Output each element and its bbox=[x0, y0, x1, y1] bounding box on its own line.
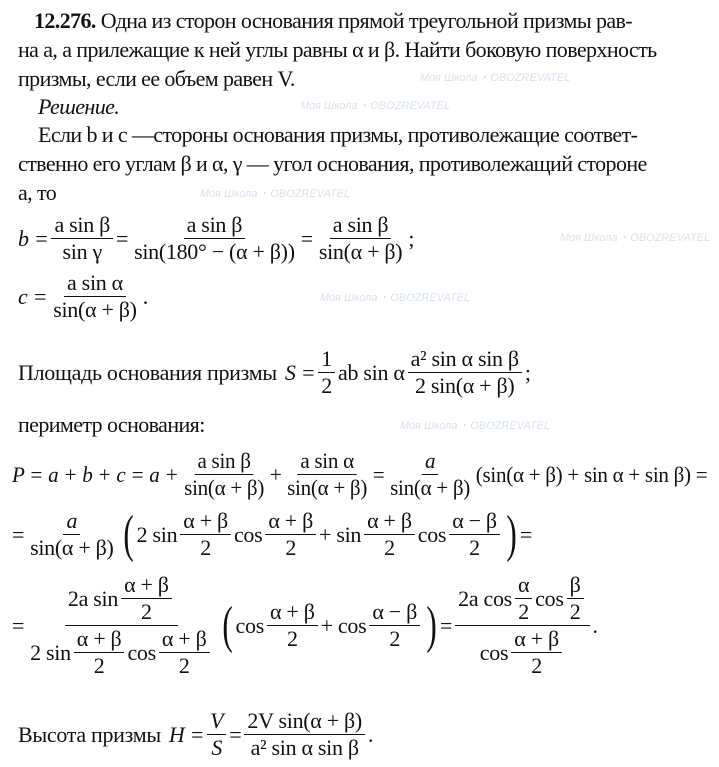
fraction bbox=[180, 508, 231, 561]
formula-text: cos bbox=[417, 521, 447, 547]
solution-line-1: Если b и c —стороны основания призмы, противолежащие соответ- bbox=[38, 122, 638, 147]
denominator: 2 bbox=[286, 626, 298, 651]
fraction bbox=[369, 599, 420, 652]
fraction bbox=[265, 508, 316, 561]
solution-label: Решение. bbox=[38, 94, 120, 119]
formula-text: (sin(α + β) + sin α + sin β) = bbox=[475, 461, 708, 487]
paren: ( bbox=[122, 505, 134, 563]
numerator: α + β bbox=[267, 599, 318, 626]
numerator: V bbox=[207, 708, 226, 735]
fraction bbox=[131, 212, 298, 265]
formula-text: = bbox=[12, 612, 25, 638]
numerator: α + β bbox=[159, 626, 210, 653]
perimeter-label: периметр основания: bbox=[18, 412, 205, 437]
denominator bbox=[27, 626, 215, 679]
fraction bbox=[316, 212, 405, 265]
denominator: 2 bbox=[384, 535, 395, 560]
fraction bbox=[121, 572, 172, 625]
fraction bbox=[449, 508, 500, 561]
denominator: 2 bbox=[178, 653, 190, 678]
numerator: α − β bbox=[449, 508, 500, 535]
formula-text: ; bbox=[524, 359, 531, 385]
formula-text: = bbox=[12, 521, 25, 547]
formula-text: cos bbox=[127, 639, 156, 665]
denominator: sin(α + β) bbox=[30, 535, 114, 560]
problem-line-1 bbox=[34, 8, 632, 34]
denominator: sin(α + β) bbox=[318, 239, 403, 264]
watermark: Моя Школа ◔ OBOZREVATEL bbox=[200, 188, 351, 200]
denominator: 2 bbox=[469, 535, 480, 560]
formula-text: 2 sin bbox=[136, 521, 178, 547]
formula-text: cos bbox=[233, 521, 263, 547]
denominator: sin(α + β) bbox=[184, 475, 265, 500]
paren: ) bbox=[506, 505, 517, 563]
formula-text: + bbox=[269, 461, 282, 487]
fraction bbox=[244, 708, 365, 761]
numerator: a sin α bbox=[297, 448, 356, 475]
numerator: α + β bbox=[180, 508, 231, 535]
denominator: S bbox=[211, 735, 223, 760]
problem-text: Одна из сторон основания прямой треугольной призмы рав- bbox=[100, 8, 633, 33]
fraction bbox=[27, 508, 116, 561]
denominator: 2 bbox=[321, 373, 332, 398]
formula-c bbox=[18, 270, 148, 323]
fraction bbox=[267, 599, 318, 652]
fraction bbox=[74, 626, 125, 679]
numerator: α + β bbox=[364, 508, 415, 535]
numerator: α + β bbox=[265, 508, 316, 535]
fraction bbox=[455, 572, 589, 679]
formula-text: = bbox=[300, 225, 313, 251]
denominator: 2 bbox=[531, 653, 542, 678]
numerator: β bbox=[567, 572, 584, 599]
formula-text: + sin bbox=[319, 521, 362, 547]
formula-text: ; bbox=[408, 225, 415, 251]
problem-line-3: призмы, если ее объем равен V. bbox=[18, 66, 295, 91]
formula-text: c = bbox=[18, 283, 48, 309]
formula-b bbox=[18, 212, 414, 265]
formula-text: = bbox=[116, 225, 129, 251]
numerator: a² sin α sin β bbox=[408, 346, 522, 373]
denominator: 2 bbox=[285, 535, 297, 560]
denominator: sin(α + β) bbox=[287, 475, 368, 500]
formula-text: + cos bbox=[320, 612, 367, 638]
numerator: α bbox=[515, 572, 532, 599]
formula-text: . bbox=[367, 721, 374, 747]
formula-text: . bbox=[592, 612, 598, 638]
formula-text: 2 sin bbox=[30, 639, 71, 665]
numerator: a bbox=[422, 448, 438, 475]
formula-text: cos bbox=[535, 585, 564, 611]
formula-text: P = a + b + c = a + bbox=[12, 461, 179, 487]
fraction bbox=[567, 572, 584, 625]
denominator: sin(180° − (α + β)) bbox=[134, 239, 295, 264]
numerator: 2V sin(α + β) bbox=[244, 708, 365, 735]
formula-text: H = bbox=[168, 721, 205, 747]
formula-text: = bbox=[372, 461, 385, 487]
fraction bbox=[159, 626, 210, 679]
numerator: a sin β bbox=[184, 212, 246, 239]
fraction bbox=[207, 708, 226, 761]
numerator: α + β bbox=[511, 626, 562, 653]
numerator: a sin α bbox=[64, 270, 126, 297]
formula-area bbox=[18, 346, 531, 399]
formula-label: Высота призмы bbox=[18, 721, 161, 747]
fraction bbox=[408, 346, 522, 399]
denominator: 2 bbox=[141, 599, 152, 624]
numerator: a sin β bbox=[195, 448, 254, 475]
problem-number: 12.276. bbox=[34, 8, 96, 33]
fraction bbox=[50, 270, 139, 323]
denominator: 2 bbox=[93, 653, 105, 678]
formula-text: = bbox=[519, 521, 532, 547]
numerator: α − β bbox=[369, 599, 420, 626]
watermark: Моя Школа ◔ OBOZREVATEL bbox=[400, 420, 551, 432]
fraction bbox=[387, 448, 473, 501]
formula-text: = bbox=[440, 612, 453, 638]
fraction bbox=[27, 572, 215, 679]
formula-label: Площадь основания призмы bbox=[18, 359, 277, 385]
numerator: a sin β bbox=[330, 212, 392, 239]
solution-line-3: a, то bbox=[18, 180, 57, 205]
numerator: α + β bbox=[74, 626, 125, 653]
formula-text: 2a cos bbox=[458, 585, 512, 611]
denominator: sin(α + β) bbox=[390, 475, 471, 500]
watermark: Моя Школа ◔ OBOZREVATEL bbox=[300, 100, 451, 112]
paren: ) bbox=[426, 596, 437, 654]
watermark: Моя Школа ◔ OBOZREVATEL bbox=[320, 292, 471, 304]
denominator: 2 bbox=[200, 535, 211, 560]
formula-text: b = bbox=[18, 225, 49, 251]
watermark: Моя Школа ◔ OBOZREVATEL bbox=[420, 72, 571, 84]
formula-perimeter-1 bbox=[12, 448, 707, 501]
paren: ( bbox=[221, 596, 233, 654]
fraction bbox=[51, 212, 113, 265]
denominator: 2 bbox=[569, 599, 581, 624]
fraction bbox=[181, 448, 267, 501]
numerator: a sin β bbox=[51, 212, 113, 239]
formula-text: S = bbox=[284, 359, 316, 385]
fraction bbox=[511, 626, 562, 679]
fraction bbox=[318, 346, 335, 399]
denominator: a² sin α sin β bbox=[250, 735, 359, 760]
formula-text: cos bbox=[235, 612, 264, 638]
denominator: sin γ bbox=[62, 239, 102, 264]
problem-line-2: на a, а прилежащие к ней углы равны α и β. Найти боковую поверхность bbox=[18, 37, 657, 62]
formula-text: cos bbox=[479, 639, 509, 665]
formula-perimeter-3 bbox=[12, 572, 598, 679]
denominator: 2 bbox=[389, 626, 401, 651]
watermark: Моя Школа ◔ OBOZREVATEL bbox=[560, 232, 711, 244]
denominator: sin(α + β) bbox=[53, 297, 137, 322]
denominator: 2 bbox=[518, 599, 529, 624]
formula-perimeter-2 bbox=[12, 505, 532, 563]
fraction bbox=[515, 572, 532, 625]
denominator bbox=[477, 626, 568, 679]
fraction bbox=[364, 508, 415, 561]
formula-height bbox=[18, 708, 373, 761]
formula-text: . bbox=[142, 283, 148, 309]
numerator: a bbox=[63, 508, 80, 535]
fraction bbox=[284, 448, 370, 501]
numerator: 1 bbox=[318, 346, 335, 373]
numerator: α + β bbox=[121, 572, 172, 599]
denominator: 2 sin(α + β) bbox=[415, 373, 515, 398]
formula-text: = bbox=[229, 721, 242, 747]
solution-line-2: ственно его углам β и α, γ — угол основания, противолежащий стороне bbox=[18, 151, 647, 176]
numerator bbox=[455, 572, 589, 626]
formula-text: ab sin α bbox=[338, 359, 405, 385]
numerator bbox=[65, 572, 178, 626]
formula-text: 2a sin bbox=[67, 585, 119, 611]
